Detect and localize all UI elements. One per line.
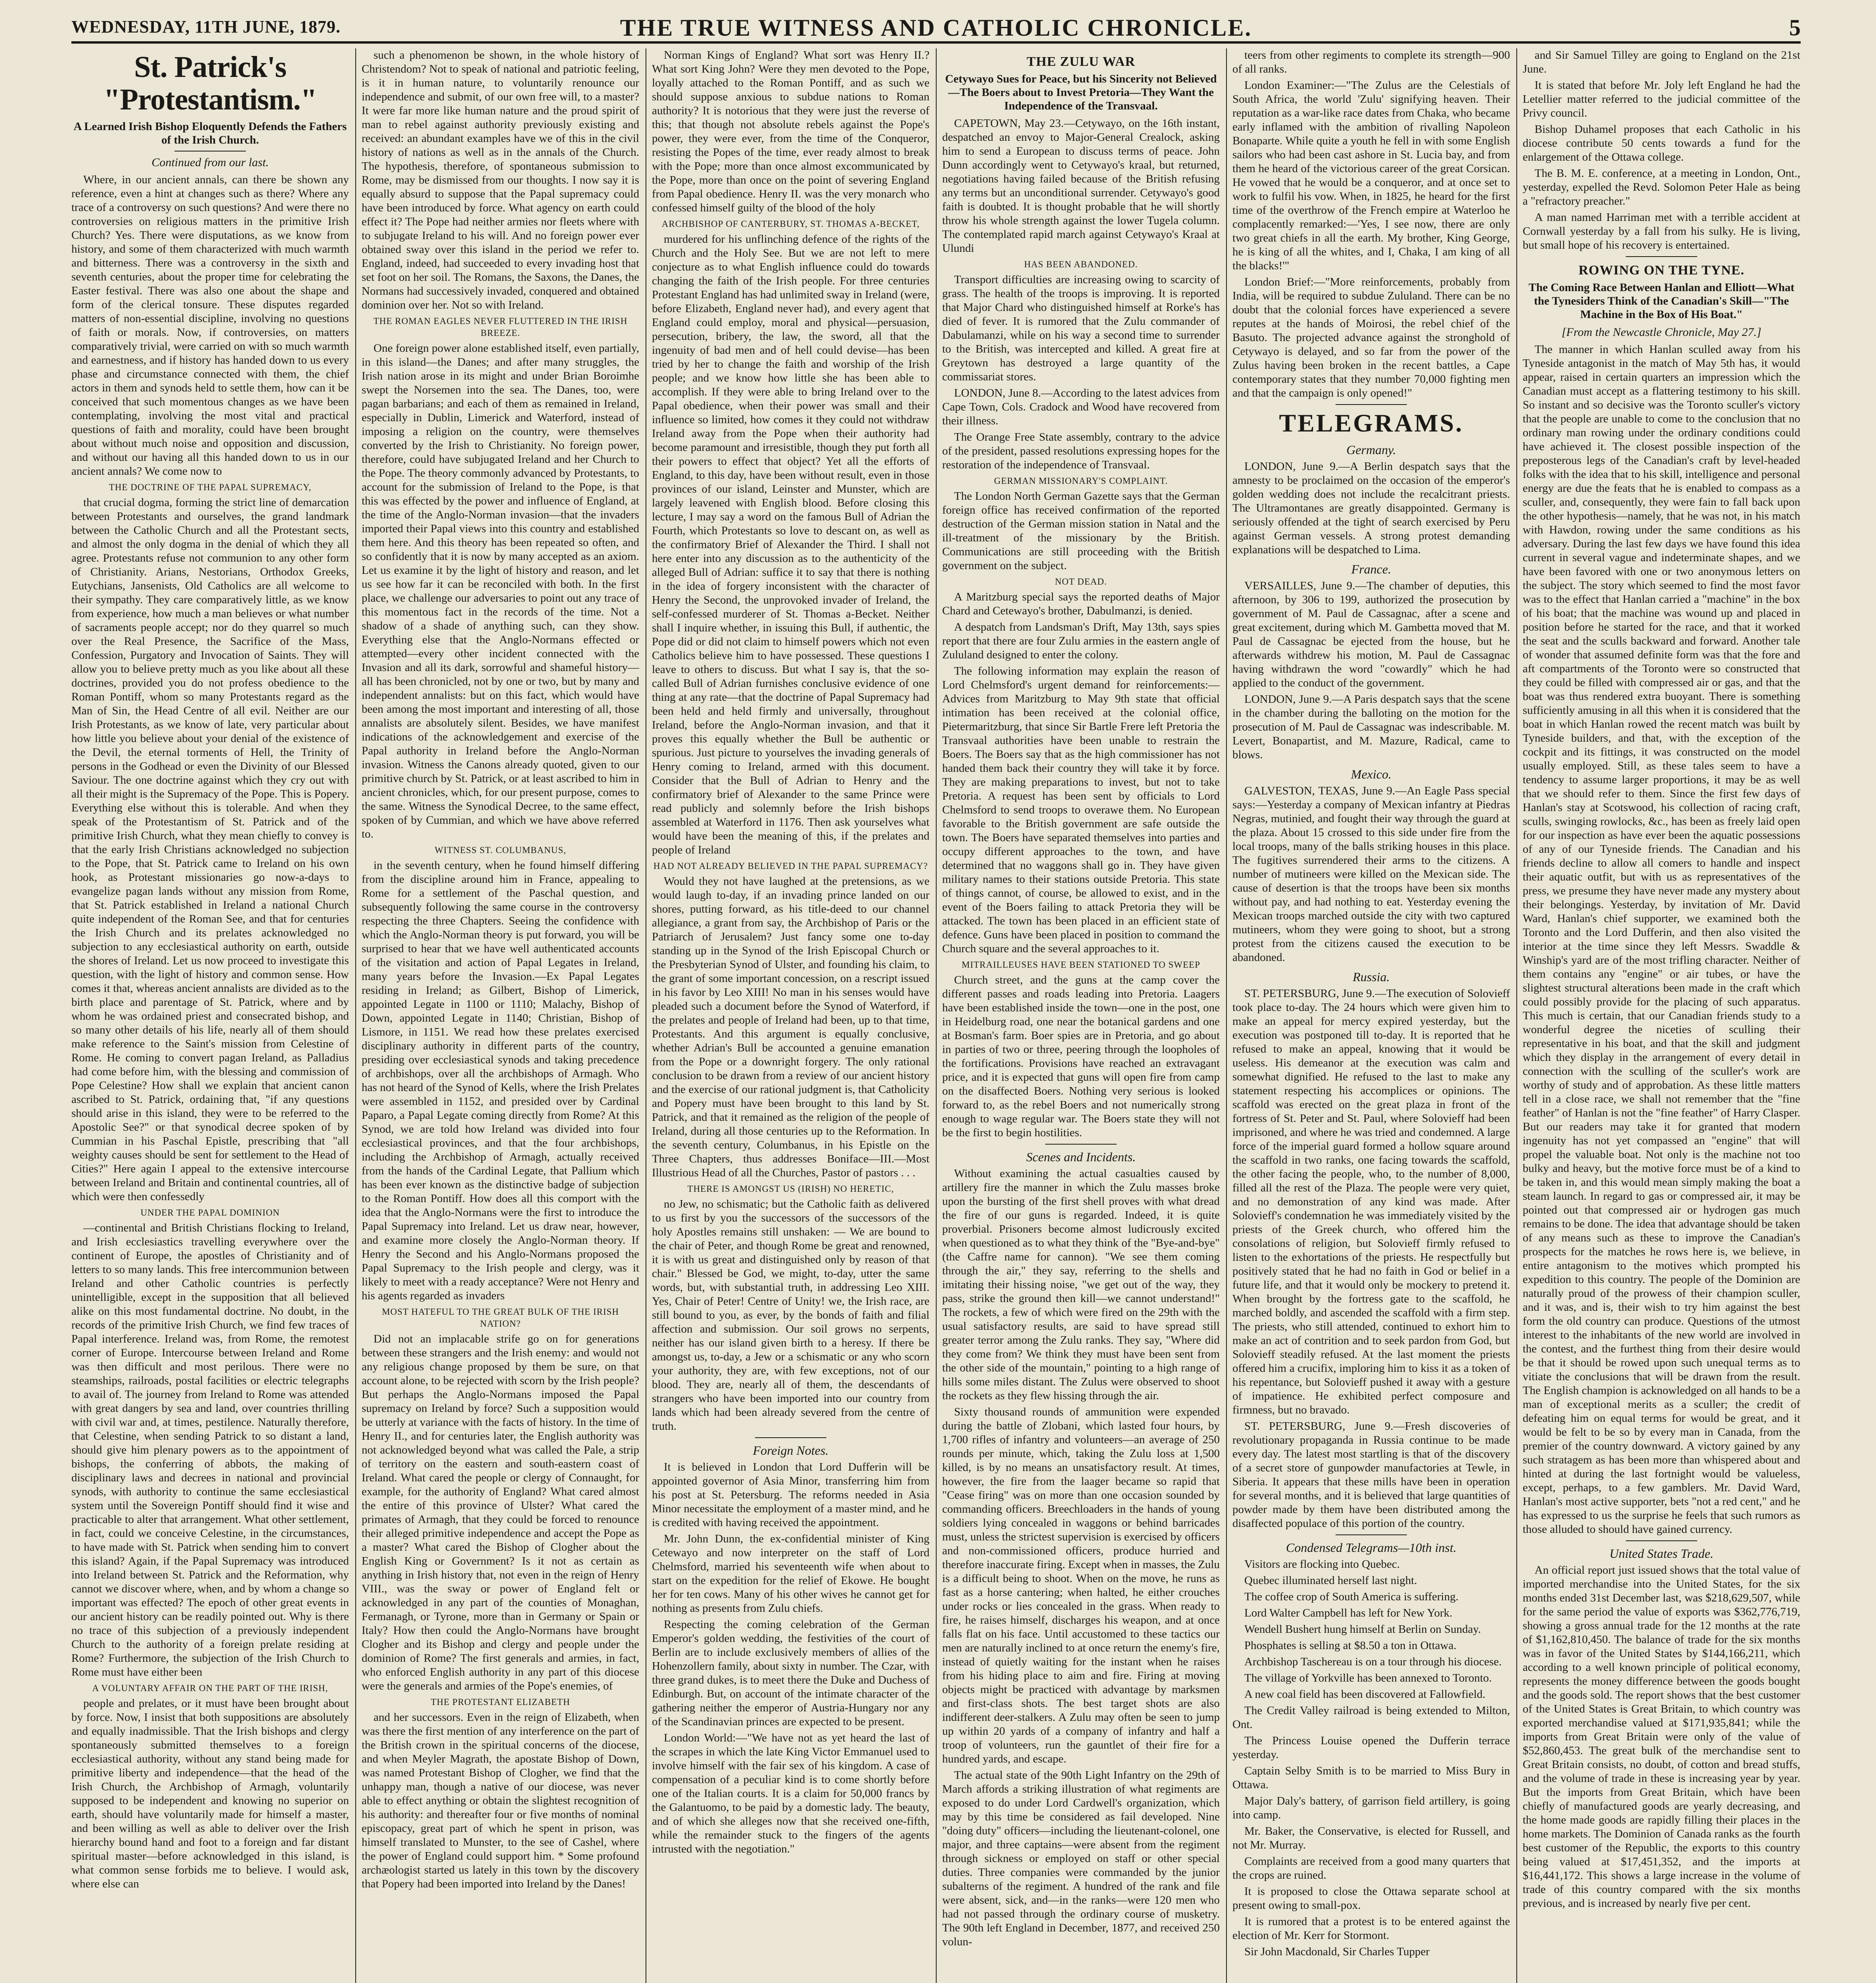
paragraph: ST. PETERSBURG, June 9.—The execution of Solovieff took place to-day. The 24 hours which were given him to make an appeal for mercy expired yesterday, but the execution was postponed till to-day. It is reported that he refused to make an appeal, knowing that it would be useless. His demeanor at the execution was calm and somewhat dignified. He refused to the last to make any statement respecting his accomplices or opinions. The scaffold was erected on the great plaza in front of the fortress of St. Peter and St. Paul, where Solovieff had been imprisoned, and where he was tried and condemned. A large force of the imperial guard formed a hollow square around the scaffold in two ranks, one facing towards the scaffold, the other facing the people, who, to the number of 8,000, filled all the rest of the Plaza. The people were very quiet, and no demonstration of any kind was made. After Solovieff's condemnation he was immediately visited by the priests of the Greek church, who offered him the consolations of religion, but Solovieff firmly refused to listen to the exhortations of the priests. He respectfully but positively stated that he had no faith in God or belief in a future life, and that it would only be mockery to pretend it. When brought by the fortress gate to the scaffold, he marched boldly, and ascended the scaffold with a firm step. The priests, who still attended, continued to exhort him to make an act of contrition and to seek pardon from God, but Solovieff steadily refused. At the last moment the priests offered him a crucifix, imploring him to kiss it as a token of his repentance, but Solovieff pushed it away with a gesture of impatience. He exhibited perfect composure and firmness, but no bravado.: [1232, 987, 1510, 1416]
section-caps: MOST HATEFUL TO THE GREAT BULK OF THE IRISH NATION?: [381, 1307, 619, 1329]
section-heading: Russia.: [1353, 970, 1390, 984]
paragraph: One foreign power alone established itself, even partially, in this island—the Danes; and after many struggles, the Irish nation arose in its might and under Brian Boroimhe swept the Norsemen into the sea. The Danes, too, were pagan barbarians; and each of them as remained in Ireland, especially in Dublin, Limerick and Waterford, instead of imposing a religion on the country, were themselves converted by the Irish to Christianity. No foreign power, therefore, could have subjugated Ireland and her Church to the Pope. The theory commonly advanced by Protestants, to account for the submission of Ireland to the Pope, is that this was effected by the power and influence of England, at the time of the Anglo-Norman invasion—that the invaders imported their Papal views into this country and established them here. And this theory has been repeated so often, and so confidently that it is now by many accepted as an axiom. Let us examine it by the light of history and reason, and let us see how far it can be reconciled with both. In the first place, we challenge our adversaries to point out any trace of this momentous fact in the records of the time. Not a shadow of a shade of anything such, can they show. Everything else that the Anglo-Normans effected or attempted—every other incident connected with the Invasion and all its dark, sorrowful and shameful history—all has been chronicled, not by one or two, but by many and independent annalists: but on this fact, which would have been among the most important and interesting of all, those annalists are absolutely silent. Besides, we have manifest indications of the acknowledgement and exercise of the Papal authority in Ireland before the Anglo-Norman invasion. Witness the Canons already quoted, given to our primitive church by St. Patrick, or at least ascribed to him in ancient chronicles, which, for our present purpose, comes to the same. Witness the Synodical Decree, to the same effect, spoken of by Cummian, and which we have above referred to.: [362, 342, 639, 840]
paragraph: A new coal field has been discovered at Fallowfield.: [1244, 1688, 1485, 1701]
paragraph: The London North German Gazette says that the German foreign office has received confirmation of the reported destruction of the German mission station in Natal and the ill-treatment of the missionary by the British. Communications are still proceeding with the British government on the subject.: [942, 490, 1220, 572]
column-rule: [936, 48, 937, 1983]
paragraph: Did not an implacable strife go on for generations between these strangers and the Irish enemy: and would not any religious change proposed by them be sure, on that account alone, to be rejected with scorn by the Irish people? But perhaps the Anglo-Normans imposed the Papal supremacy on Ireland by force? Such a supposition would be utterly at variance with the facts of history. In the time of Henry II., and for centuries later, the English authority was not acknowledged beyond what was called the Pale, a strip of territory on the eastern and south-eastern coast of Ireland. What cared the people or clergy of Connaught, for example, for the authority of England? What cared almost the entire of this province of Ulster? What cared the primates of Armagh, that they could be forced to renounce their alleged primitive independence and accept the Pope as a master? What cared the Bishop of Clogher about the English King or Government? Is it not as certain as anything in Irish history that, not even in the reign of Henry VIII., was the sway or power of England felt or acknowledged in any part of the counties of Monaghan, Fermanagh, or Tyrone, more than in Germany or Spain or Italy? How then could the Anglo-Normans have brought Clogher and its Bishop and clergy and people under the dominion of Rome? The first generals and armies, in fact, who enforced English authority in any part of this diocese were the generals and armies of the Pope's enemies, of: [362, 1333, 639, 1692]
column-rule: [1516, 48, 1517, 1983]
divider: [1336, 1534, 1407, 1535]
paragraph: Norman Kings of England? What sort was Henry II.? What sort King John? Were they men devoted to the Pope, loyally attached to the Roman Pontiff, and as such we should suppose anxious to subdue nations to Roman authority? It is notorious that they were just the reverse of this; that though not absolute rebels against the Pope's power, they were ever, from the time of the Conqueror, resisting the Popes of the time, ever ready almost to break with the Pope; more than once almost excommunicated by the Pope, more than once on the point of severing England from Papal obedience. Henry II. was the very monarch who confessed himself guilty of the blood of the holy: [652, 49, 929, 214]
paragraph: VERSAILLES, June 9.—The chamber of deputies, this afternoon, by 306 to 199, authorized the prosecution by government of M. Paul de Cassagnac, after a scene and great excitement, during which M. Gambetta moved that M. Paul de Cassagnac be ejected from the house, but he afterwards withdrew his motion, M. Paul de Cassagnac having withdrawn the word "cowardly" which he had applied to the conduct of the government.: [1232, 579, 1510, 689]
section-heading: THE ZULU WAR: [1027, 54, 1135, 69]
paragraph: It is believed in London that Lord Dufferin will be appointed governor of Asia Minor, transferring him from his post at St. Petersburg. The reforms needed in Asia Minor necessitate the employment of a master mind, and he is credited with having received the appointment.: [652, 1461, 929, 1529]
section-caps: HAD NOT ALREADY BELIEVED IN THE PAPAL SUPREMACY?: [653, 861, 928, 871]
paragraph: people and prelates, or it must have been brought about by force. Now, I insist that both suppositions are absolutely and equally inadmissible. That the Irish bishops and clergy spontaneously submitted themselves to a foreign ecclesiastical authority, without any stand being made for primitive liberty and independence—that the head of the Irish Church, the Archbishop of Armagh, voluntarily supposed to be independent and knowing no superior on earth, should have voluntarily made for himself a master, and been willing as well as able to deliver over the Irish hierarchy bound hand and foot to a foreign and far distant spiritual master—before acknowledged in this island, is what common sense forbids me to believe. I would ask, where else can: [71, 1697, 349, 1890]
paragraph: London Examiner:—"The Zulus are the Celestials of South Africa, the world 'Zulu' signifying heaven. Their reputation as a war-like race dates from Chaka, who became early inflamed with the ambition of rivalling Napoleon Bonaparte. While quite a youth he fell in with some English sailors who had been cast ashore in St. Lucia bay, and from them he heard of the victorious career of the great Corsican. He vowed that he would be a conqueror, and at once set to work to fulfil his vow. When, in 1825, he heard for the first time of the overthrow of the French empire at Waterloo he complacently remarked:—'Yes, I see now, there are only two great chiefs in all the earth. My brother, King George, he is king of all the whites, and I, Chaka, I am king of all the blacks!'": [1232, 79, 1510, 272]
paragraph: The Princess Louise opened the Dufferin terrace yesterday.: [1232, 1734, 1510, 1761]
section-heading: ROWING ON THE TYNE.: [1578, 263, 1745, 278]
paragraph: teers from other regiments to complete its strength—900 of all ranks.: [1232, 49, 1510, 75]
section-caps: A VOLUNTARY AFFAIR ON THE PART OF THE IRISH,: [92, 1683, 328, 1693]
paragraph: Mr. Baker, the Conservative, is elected for Russell, and not Mr. Murray.: [1232, 1825, 1510, 1851]
paragraph: The B. M. E. conference, at a meeting in London, Ont., yesterday, expelled the Revd. Solomon Peter Hale as being a "refractory preacher.": [1523, 167, 1800, 207]
paragraph: It is rumored that a protest is to be entered against the election of Mr. Kerr for Stormont.: [1232, 1915, 1510, 1942]
column-rule: [1226, 48, 1227, 1983]
paragraph: Without examining the actual casualties caused by artillery fire the manner in which the Zulu masses broke upon the bursting of the first shell proves with what dread the fire of our guns is regarded. Indeed, it is quite proverbial. Prisoners become almost ludicrously excited when questioned as to what they think of the "Bye-and-bye" (the Caffre name for cannon). "We see them coming through the air," they say, referring to the shells and imitating their hissing noise, "we get out of the way, they pass, strike the ground then kill—we cannot understand!" The rockets, a few of which were fired on the 29th with the usual satisfactory results, are said to have spread still greater terror among the Zulu ranks. They say, "Where did they come from? We think they must have been sent from the other side of the mountain," pointing to a high range of hills some miles distant. The Zulus were observed to shoot the rockets as they flew hissing through the air.: [942, 1167, 1220, 1402]
paragraph: The actual state of the 90th Light Infantry on the 29th of March affords a striking illustration of what regiments are exposed to do under Lord Cardwell's organization, which may by this time be considered as fail developed. Nine "doing duty" officers—including the lieutenant-colonel, one major, and three captains—were absent from the regiment through sickness or employed on staff or other special duties. Three companies were commanded by the junior subalterns of the regiment. A hundred of the rank and file were absent, sick, and—in the ranks—were 120 men who had not passed through the ordinary course of musketry. The 90th left England in December, 1877, and received 250 volun-: [942, 1769, 1220, 1948]
paragraph: A Maritzburg special says the reported deaths of Major Chard and Cetewayo's brother, Dabulmanzi, is denied.: [942, 591, 1220, 617]
paragraph: Transport difficulties are increasing owing to scarcity of grass. The health of the troops is improving. It is reported that Major Chard who distinguished himself at Rorke's has died of fever. It is rumored that the Zulu commander of Dabulamanzi, while on his way a second time to surrender to the British, was intercepted and killed. A great fire at Greytown has destroyed a large quantity of the commissariat stores.: [942, 273, 1220, 383]
article-subhead: The Coming Race Between Hanlan and Elliott—What the Tynesiders Think of the Canadian's Skill—"The Machine in the Box of His Boat.": [1528, 281, 1795, 321]
paragraph: Visitors are flocking into Quebec.: [1244, 1558, 1400, 1571]
section-caps: THE DOCTRINE OF THE PAPAL SUPREMACY,: [109, 482, 312, 492]
paragraph: ST. PETERSBURG, June 9.—Fresh discoveries of revolutionary propaganda in Russia continue to be made every day. The latest most startling is that of the discovery of a secret store of gunpowder manufactories at Tewle, in Siberia. It appears that these mills have been in operation for several months, and it is believed that large quantities of powder made by them have been distributed among the disaffected populace of this portion of the country.: [1232, 1420, 1510, 1530]
paragraph: Sir John Macdonald, Sir Charles Tupper: [1244, 1945, 1430, 1958]
paragraph: London World:—"We have not as yet heard the last of the scrapes in which the late King Victor Emmanuel used to involve himself with the fair sex of his kingdom. A case of compensation of a peculiar kind is to come shortly before one of the Italian courts. It is a claim for 50,000 francs by the Galantuomo, to be paid by a domestic lady. The beauty, and of which she alleges now that she received one-fifth, while the remainder stuck to the fingers of the agents intrusted with the negotiation.": [652, 1732, 929, 1855]
column-rule: [355, 48, 356, 1983]
paragraph: no Jew, no schismatic; but the Catholic faith as delivered to us first by you the successors of the successors of the holy Apostles remains still unshaken: — We are bound to the chair of Peter, and though Rome be great and renowned, it is with us great and distinguished only by reason of that chair." Blessed be God, we might, to-day, utter the same words, but, with substantial truth, in addressing Leo XIII. Yes, Chair of Peter! Centre of Unity! we, the Irish race, are still bound to you, as ever, by the bonds of faith and filial affection and submission. Our soil grows no serpents, neither has our island given birth to a heresy. If there be amongst us, to-day, a Jew or a schismatic or any who scorn your authority, they are, with few exceptions, not of our blood. They are, nearly all of them, the descendants of strangers who have been imported into our country from lands which had been already severed from the centre of truth.: [652, 1198, 929, 1433]
section-caps: HAS BEEN ABANDONED.: [1024, 259, 1138, 269]
issue-date: WEDNESDAY, 11TH JUNE, 1879.: [71, 17, 341, 36]
column-1: [71, 48, 349, 1983]
article-subhead: A Learned Irish Bishop Eloquently Defends the Fathers of the Irish Church.: [73, 120, 347, 146]
paragraph: in the seventh century, when he found himself differing from the discipline around him in France, appealing to Rome for a settlement of the Paschal question, and subsequently following the same course in the controversy respecting the three Chapters. Seeing the confidence with which the Anglo-Norman theory is put forward, you will be surprised to hear that we have well authenticated accounts of the visitation and action of Papal Legates in Ireland, many years before the Invasion.—Ex Papal Legates residing in Ireland; as Gilbert, Bishop of Limerick, appointed Legate in 1100 or 1110; Malachy, Bishop of Down, appointed Legate in 1140; Christian, Bishop of Lismore, in 1151. We read how these prelates exercised disciplinary authority in different parts of the country, presiding over ecclesiastical synods and taking precedence of archbishops, over all the archbishops of Armagh. Who has not heard of the Synod of Kells, where the Irish Prelates were assembled in 1152, and presided over by Cardinal Paparo, a Papal Legate coming directly from Rome? At this Synod, we are told how Ireland was divided into four ecclesiastical provinces, and that the four archbishops, including the Archbishop of Armagh, actually received from the hands of the Cardinal Legate, that Pallium which has been ever known as the distinctive badge of subjection to the Roman Pontiff. How does all this comport with the idea that the Anglo-Normans were the first to introduce the Papal Supremacy into Ireland. Let us draw near, however, and examine more closely the Anglo-Norman theory. If Henry the Second and his Anglo-Normans proposed the Papal Supremacy to the Irish people and clergy, was it likely to meet with a ready acceptance? Were not Henry and his agents regarded as invaders: [362, 859, 639, 1302]
paragraph: A man named Harriman met with a terrible accident at Cornwall yesterday by a fall from his sulky. He is living, but small hope of his recovery is entertained.: [1523, 211, 1800, 251]
section-caps: MITRAILLEUSES HAVE BEEN STATIONED TO SWEEP: [962, 960, 1200, 970]
paragraph: GALVESTON, TEXAS, June 9.—An Eagle Pass special says:—Yesterday a company of Mexican infantry at Piedras Negras, mutinied, and fought their way through the guard at the plaza. About 15 crossed to this side under fire from the local troops, many of the balls striking houses in this place. The fugitives surrendered their arms to the citizens. A number of mutineers were killed on the Mexican side. The cause of desertion is that the troops have been six months without pay, and had nothing to eat. Yesterday evening the Mexican troops marched outside the city with two captured mutineers, whom they were going to shoot, but a strong protest from the citizens caused the execution to be abandoned.: [1232, 784, 1510, 964]
paragraph: The Orange Free State assembly, contrary to the advice of the president, passed resolutions expressing hopes for the restoration of the independence of Transvaal.: [942, 431, 1220, 471]
divider: [1045, 1144, 1117, 1145]
paragraph: It is stated that before Mr. Joly left England he had the Letellier matter referred to the judicial committee of the Privy council.: [1523, 79, 1800, 119]
columns: [71, 48, 1801, 1983]
paragraph: CAPETOWN, May 23.—Cetywayo, on the 16th instant, despatched an envoy to Major-General Crealock, asking him to send a European to discuss terms of peace. John Dunn accordingly went to Cetywayo's kraal, but returned, negotiations having failed because of the British refusing any terms but an unconditional surrender. Cetywayo's good faith is doubted. It is thought probable that he will shortly throw his whole strength against the lower Tugela column. The contemplated rapid march against Cetywayo's Kraal at Ulundi: [942, 117, 1220, 255]
paragraph: Captain Selby Smith is to be married to Miss Bury in Ottawa.: [1232, 1764, 1510, 1791]
column-3: [652, 48, 929, 1983]
paragraph: Mr. John Dunn, the ex-confidential minister of King Cetewayo and now interpreter on the staff of Lord Chelmsford, married his seventeenth wife when about to start on the expedition for the relief of Ekowe. He bought her for ten cows. Many of his other wives he cannot get for nothing as presents from Zulu chiefs.: [652, 1532, 929, 1615]
paragraph: Major Daly's battery, of garrison field artillery, is going into camp.: [1232, 1795, 1510, 1821]
paragraph: Archbishop Taschereau is on a tour through his diocese.: [1244, 1655, 1502, 1668]
column-2: [362, 48, 639, 1983]
continued-note: Continued from our last.: [151, 156, 269, 169]
section-heading: United States Trade.: [1609, 1546, 1714, 1561]
paragraph: murdered for his unflinching defence of the rights of the Church and the Holy See. But we are not left to mere conjecture as to what English influence could do towards changing the faith of the Irish people. For three centuries Protestant England has had unlimited sway in Ireland (were, before Elizabeth, England never had), and every agent that England could employ, moral and physical—persuasion, persecution, bribery, the law, the sword, all that the ingenuity of bad men and of hell could devise—has been tried by her to change the faith and worship of the Irish people; and we know how little she has been able to accomplish. If they were able to bring Ireland over to the Papal obedience, when their power was small and their influence so limited, how comes it they could not withdraw Ireland away from the Pope when their authority had become paramount and irresistible, though they put forth all their powers to effect that object? Yet all the efforts of England, to this day, have been without result, even in those provinces of our island, Leinster and Munster, which are largely leavened with English blood. Before closing this lecture, I may say a word on the famous Bull of Adrian the Fourth, which Protestants so love to descant on, as well as the confirmatory Brief of Alexander the Third. I shall not here enter into any discussion as to the authenticity of the alleged Bull of Adrian: suffice it to say that there is nothing in the idea of forgery inconsistent with the character of Henry the Second, the unprovoked invader of Ireland, the self-confessed murderer of St. Thomas a-Becket. Neither shall I inquire whether, in issuing this Bull, if authentic, the Pope did or did not claim to himself powers which not even Catholics believe him to have possessed. These questions I leave to others to discuss. But what I say is, that the so-called Bull of Adrian furnishes conclusive evidence of one thing at any rate—that the doctrine of Papal Supremacy had been held and held firmly and universally, throughout Ireland, before the Anglo-Norman invasion, and that it proves this equally whether the Bull be authentic or spurious. Just picture to yourselves the invading generals of Henry coming to Ireland, armed with this document. Consider that the Bull of Adrian to Henry and the confirmatory brief of Alexander to the same Prince were read publicly and solemnly before the Irish bishops assembled at Waterford in 1176. Then ask yourselves what would have been the meaning of this, if the prelates and people of Ireland: [652, 233, 929, 856]
paragraph: such a phenomenon be shown, in the whole history of Christendom? Not to speak of national and patriotic feeling, is it in human nature, to voluntarily renounce our independence and submit, of our own free will, to a master? It were far more like human nature and the proud spirit of man to rebel against authority previously existing and received: an abundant examples have we of this in the civil history of nations as well as in the annals of the Church. The hypothesis, therefore, of spontaneous submission to Rome, may be dismissed from our thoughts. I now say it is equally absurd to suppose that the Papal supremacy could have been introduced by force. What agency on earth could effect it? The Pope had neither armies nor fleets where with to subjugate Ireland to his will. And no foreign power ever obtained sway over this island in the period we refer to. England, indeed, had succeeded to every invading host that set foot on her soil. The Romans, the Saxons, the Danes, the Normans had successively invaded, conquered and obtained dominion over her. Not so with Ireland.: [362, 49, 639, 311]
section-heading: Mexico.: [1351, 767, 1392, 781]
paragraph: and Sir Samuel Tilley are going to England on the 21st June.: [1523, 49, 1800, 75]
section-heading: Germany.: [1346, 443, 1396, 457]
paragraph: Wendell Bushert hung himself at Berlin on Sunday.: [1244, 1623, 1481, 1636]
paragraph: Where, in our ancient annals, can there be shown any reference, even a hint at changes such as there? Where any trace of a controversy on such questions? And were there no controversies on religious matters in the primitive Irish Church? Yes. There were disputations, as we know from history, and some of them characterized with much warmth and bitterness. There was a controversy in the sixth and seventh centuries, about the proper time for celebrating the Easter festival. There was also one about the shape and form of the clerical tonsure. These disputes regarded matters of non-essential discipline, involving no questions of faith or morals. Now, if controversies, on matters comparatively trivial, were carried on with so much warmth and earnestness, and if history has handed down to us every phase and circumstance connected with them, the chief actors in them and synods held to settle them, how can it be conceived that such momentous changes as we have been contemplating, involving the most vital and practical questions of faith and morality, could have been brought about without much noise and opposition and discussion, and without our having all this handed down to us in our ancient annals? We come now to: [71, 173, 349, 478]
page-number: 5: [1789, 15, 1801, 40]
paragraph: The Credit Valley railroad is being extended to Milton, Ont.: [1232, 1704, 1510, 1731]
section-caps: THERE IS AMONGST US (IRISH) NO HERETIC,: [687, 1184, 894, 1194]
section-heading: Condensed Telegrams—10th inst.: [1286, 1540, 1456, 1555]
paragraph: —continental and British Christians flocking to Ireland, and Irish ecclesiastics travelling everywhere over the continent of Europe, the apostles of Christianity and of letters to so many lands. This free intercommunion between Ireland and other Catholic countries is perfectly unintelligible, except in the supposition that all believed alike on this most fundamental doctrine. No doubt, in the records of the primitive Irish Church, we find few traces of Papal interference. Ireland was, from Rome, the remotest corner of Europe. Intercourse between Ireland and Rome was then difficult and most perilous. There were no steamships, railroads, postal facilities or electric telegraphs to avail of. The journey from Ireland to Rome was attended with great dangers by sea and land, over countries thrilling with civil war and, at times, pestilence. Naturally therefore, that Celestine, when sending Patrick to so distant a land, should give him plenary powers as to the appointment of bishops, the conferring of abbots, the making of disciplinary laws and decrees in national and provincial synods, with authority to continue the same ecclesiastical system until the Sovereign Pontiff should find it wise and practicable to alter that arrangement. What other settlement, in fact, could we conceive Celestine, in the circumstances, to have made with St. Patrick when sending him to convert this island? Again, if the Papal Supremacy was introduced into Ireland between St. Patrick and the Reformation, why cannot we discover where, when, and by whom a change so important was effected? The epoch of other great events in our ancient history can be readily pointed out. Why is there no trace of this subjection of a previously independent Church to the authority of a foreign prelate residing at Rome? Furthermore, the subjection of the Irish Church to Rome must have either been: [71, 1222, 349, 1678]
section-caps: GERMAN MISSIONARY'S COMPLAINT.: [994, 476, 1168, 486]
section-heading: TELEGRAMS.: [1279, 409, 1464, 437]
paragraph: London Brief:—"More reinforcements, probably from India, will be required to subdue Zululand. There can be no doubt that the colonial forces have experienced a severe reputes at the hands of Moirosi, the rebel chief of the Basuto. The projected advance against the stronghold of Cetywayo is delayed, and so far from the power of the Zulus having been broken in the recent battles, a Cape contemporary states that they number 70,000 fighting men and that the campaign is only opened!": [1232, 276, 1510, 399]
paragraph: The village of Yorkville has been annexed to Toronto.: [1244, 1672, 1492, 1684]
divider: [1336, 404, 1407, 405]
paragraph: LONDON, June 9.—A Paris despatch says that the scene in the chamber during the balloting on the motion for the prosecution of M. Paul de Cassagnac was indescribable. M. Levert, Bonapartist, and M. Mazure, Radical, came to blows.: [1232, 693, 1510, 761]
paragraph: Bishop Duhamel proposes that each Catholic in his diocese contribute 50 cents towards a fund for the enlargement of the Ottawa college.: [1523, 123, 1800, 163]
column-6: [1523, 48, 1800, 1983]
paragraph: Sixty thousand rounds of ammunition were expended during the battle of Zlobani, which lasted four hours, by 1,700 rifles of infantry and volunteers—an average of 250 rounds per minute, which, taking the Zulu loss at 1,500 killed, is by no means an unsatisfactory result. At times, however, the fire from the laager became so rapid that "Cease firing" was on more than one occasion sounded by commanding officers. Breechloaders in the hands of young soldiers lying concealed in waggons or behind barricades must, unless the strictest supervision is exercised by officers and non-commissioned officers, produce hurried and therefore inaccurate firing. Except when in masses, the Zulu is a difficult being to shoot. When on the move, he runs as fast as a horse cantering; when halted, he either crouches under rocks or lies concealed in the grass. When ready to fire, he raises himself, discharges his weapon, and at once falls flat on his face. Until accustomed to these tactics our men are naturally inclined to at once return the enemy's fire, instead of quietly waiting for the instant when he raises from his hiding place to aim and fire. Firing at moving objects might be practiced with advantage by marksmen and first-class shots. The best target shots are also indifferent deer-stalkers. A Zulu may often be seen to jump up within 20 yards of a company of infantry and half a troop of volunteers, run the gauntlet of their fire for a hundred yards, and escape.: [942, 1406, 1220, 1765]
paragraph: LONDON, June 9.—A Berlin despatch says that the amnesty to be proclaimed on the occasion of the emperor's golden wedding does not include the recalcitrant priests. The Ultramontanes are greatly disappointed. Germany is seriously offended at the tight of search exercised by Peru against German vessels. A strong protest demanding explanations will be despatched to Lima.: [1232, 460, 1510, 556]
paragraph: The manner in which Hanlan sculled away from his Tyneside antagonist in the match of May 5th has, it would appear, raised in certain quarters an impression which the Canadian must accept as a flattering testimony to his skill. So instant and so decisive was the Toronto sculler's victory that the people are unable to come to the conclusion that no ordinary man rowing under the ordinary conditions could have achieved it. The closest possible inspection of the preposterous legs of the Canadian's craft by level-headed folks with the idea that to his skill, intelligence and personal energy are due the feats that he is enabled to compass as a sculler, and, consequently, they were fain to fall back upon the other hypothesis—namely, that he was not, in his match with Hawdon, rowing under the same conditions as his adversary. During the last few days we have found this idea current in several vague and indeterminate shapes, and we have been favored with one or two anonymous letters on the subject. The story which seemed to find the most favor was to the effect that Hanlan carried a "machine" in the box of his boat; that the machine was wound up and placed in position before he started for the race, and that it worked the seat and the sculls backward and forward. Another tale of wonder that assumed definite form was that the fore and aft compartments of the Toronto were so constructed that they could be filled with compressed air or gas, and that the boat was thus rendered extra buoyant. There is something sufficiently amusing in all this when it is considered that the boat in which Hanlan rowed the recent match was built by Tyneside builders, and that, with the exception of the cockpit and its fittings, it was constructed on the model usually employed. Still, as these tales seem to have a tendency to assume larger proportions, it may be as well that we should refer to them. Since the first few days of Hanlan's stay at Scotswood, his collection of racing craft, sculls, swinging rowlocks, &c., has been as freely laid open for our inspection as have ever been the aquatic possessions of any of our Tyneside friends. The Canadian and his friends decline to allow all comers to handle and inspect their aquatic outfit, but with us as representatives of the press, we presume they have never made any mystery about their belongings. Yesterday, by invitation of Mr. David Ward, Hanlan's chief supporter, we examined both the Toronto and the Lord Dufferin, and then also visited the interior at the time since they left Messrs. Swaddle & Winship's yard are of the most trifling character. Neither of them contains any "engine" or air tubes, or have the slightest structural alterations been made in the craft which could possibly provide for the placing of such apparatus. This much is certain, that our Canadian friends study to a wonderful degree the niceties of sculling their representative in his boat, and that the skill and judgment which they display in the arrangement of every detail in connection with the sculling of the sculler's work are worthy of study and of approbation. As these little matters tell in a close race, we shall not remember that the "fine feather" of Hanlan is not the "fine feather" of Harry Clasper. But our readers may take it for granted that modern ingenuity has not yet compassed an "engine" that will propel the valuable boat. Not only is the machine not too bulky and heavy, but the motive force must be of a kind to be taken in, and this would mean simply making the boat a steam launch. In regard to gas or compressed air, it may be pointed out that compressed air or hydrogen gas much remains to be done. The idea that advantage should be taken of any means such as these to improve the Canadian's prospects for the matches he rows here is, we believe, in entire antagonism to the motives which prompted his expedition to this country. The people of the Dominion are naturally proud of the prowess of their champion sculler, and it was, and is, their wish to try him against the best form the old country can produce. Questions of the utmost interest to the inhabitants of the new world are involved in the contest, and the furthest thing from their desire would be that it should be rowed upon such unequal terms as to vitiate the conclusions that will be drawn from the result. The English champion is acknowledged on all hands to be a man of exceptional merits as a sculler; the credit of defeating him on equal terms for would be great, and it would be felt to be so by every man in Canada, from the premier of the country downward. A victory gained by any such stratagem as has been more than whispered about and hinted at during the last fortnight would be valueless, except, perhaps, to a few gamblers. Mr. David Ward, Hanlan's most active supporter, bets "not a red cent," and he has expressed to us the surprise he feels that such rumors as those alluded to should have gained currency.: [1523, 343, 1800, 1536]
source-note: [From the Newcastle Chronicle, May 27.]: [1562, 326, 1761, 339]
section-caps: NOT DEAD.: [1055, 577, 1107, 587]
divider: [1626, 1540, 1697, 1541]
section-caps: UNDER THE PAPAL DOMINION: [140, 1208, 280, 1218]
divider: [174, 151, 246, 152]
divider: [1626, 256, 1697, 257]
section-heading: Scenes and Incidents.: [1026, 1150, 1136, 1164]
article-subhead: Cetywayo Sues for Peace, but his Sincerity not Believed—The Boers about to Invest Pretoria—They Want the Independence of the Transvaal.: [945, 73, 1217, 112]
paragraph: The following information may explain the reason of Lord Chelmsford's urgent demand for reinforcements:—Advices from Maritzburg to May 9th state that official intimation has been received at the colonial office, Pietermaritzburg, that since Sir Bartle Frere left Pretoria the Transvaal authorities have been unable to restrain the Boers. The Boers say that as the high commissioner has not handed them back their country they will take it by force. They are making preparations to invest, but not to take Pretoria. A request has been sent by officials to Lord Chelmsford to send troops to overawe them. No European favorable to the British government are safe outside the town. The Boers have separated themselves into parties and occupy different approaches to the town, and have determined that no waggons shall go in. They have given military names to their stations outside Pretoria. This state of things cannot, of course, be allowed to exist, and in the event of the Boers failing to attack Pretoria they will be attacked. The town has been placed in an efficient state of defence. Guns have been placed in position to command the Church square and the several approaches to it.: [942, 665, 1220, 955]
divider: [755, 1437, 826, 1438]
paragraph: Complaints are received from a good many quarters that the crops are ruined.: [1232, 1855, 1510, 1881]
paragraph: LONDON, June 8.—According to the latest advices from Cape Town, Cols. Cradock and Wood have recovered from their illness.: [942, 387, 1220, 427]
paragraph: An official report just issued shows that the total value of imported merchandise into the United States, for the six months ended 31st December last, was $218,629,507, while for the same period the value of exports was $362,776,719, showing a gross annual trade for the 12 months at the rate of $1,162,810,450. The balance of trade for the six months was in favor of the United States by $144,166,211, which according to a well known principle of political economy, represents the money difference between the goods bought and the goods sold. The report shows that the best customer of the United States is Great Britain, to which country was exported merchandise valued at $171,935,841; while the imports from Great Britain were only of the value of $52,860,453. The great bulk of the merchandise sent to Great Britain consists, no doubt, of cotton and bread stuffs, and the volume of trade in these is increasing year by year. But the imports from Great Britain, which have been chiefly of manufactured goods are yearly decreasing, and the home made goods are rapidly filling their places in the home markets. The Dominion of Canada ranks as the fourth best customer of the Republic, the exports to this country being valued at $17,451,352, and the imports at $16,441,172. This shows a large increase in the volume of trade of this country compared with the six months previous, and is increased by nearly five per cent.: [1523, 1564, 1800, 1910]
section-heading: Foreign Notes.: [753, 1443, 829, 1458]
paragraph: A despatch from Landsman's Drift, May 13th, says spies report that there are four Zulu armies in the eastern angle of Zululand designed to enter the colony.: [942, 621, 1220, 661]
paragraph: Lord Walter Campbell has left for New York.: [1244, 1607, 1453, 1619]
masthead: [71, 13, 1801, 44]
paragraph: It is proposed to close the Ottawa separate school at present owing to small-pox.: [1232, 1885, 1510, 1912]
column-5: [1232, 48, 1510, 1983]
newspaper-title: THE TRUE WITNESS AND CATHOLIC CHRONICLE.: [620, 15, 1252, 41]
section-caps: THE PROTESTANT ELIZABETH: [431, 1697, 570, 1707]
paragraph: and her successors. Even in the reign of Elizabeth, when was there the first mention of any interference on the part of the British crown in the spiritual concerns of the diocese, and when Meyler Magrath, the apostate Bishop of Down, was named Protestant Bishop of Clogher, we find that the unhappy man, though a native of our diocese, was never able to effect anything or obtain the slightest recognition of his authority: and thereafter four or five months of nominal episcopacy, great part of which he spent in prison, was himself translated to Munster, to the see of Cashel, where the power of England could support him. * Some profound archæologist started us lately in this town by the discovery that Popery had been imported into Ireland by the Danes!: [362, 1711, 639, 1890]
section-caps: WITNESS ST. COLUMBANUS,: [435, 845, 566, 855]
paragraph: Would they not have laughed at the pretensions, as we would laugh to-day, if an invading prince landed on our shores, putting forward, as his title-deed to our channel allegiance, a grant from say, the Archbishop of Paris or the Patriarch of Jerusalem? Just fancy some one to-day standing up in the Synod of the Irish Episcopal Church or the Presbyterian Synod of Ulster, and founding his claim, to the grant of some important concession, on a rescript issued in his favor by Leo XIII! No man in his senses would have pleaded such a document before the Synod of Waterford, if the prelates and people of Ireland had been, up to that time, Protestants. And this argument is equally conclusive, whether Adrian's Bull be accounted a genuine emanation from the Pope or a downright forgery. The only rational conclusion to be drawn from a review of our ancient history and the exercise of our rational judgment is, that Catholicity and Popery must have been brought to this land by St. Patrick, and that it remained as the religion of the people of Ireland, during all those centuries up to the Reformation. In the seventh century, Columbanus, in his Epistle on the Three Chapters, thus addresses Boniface—III.—Most Illustrious Head of all the Churches, Pastor of pastors . . .: [652, 875, 929, 1179]
paragraph: Church street, and the guns at the camp cover the different passes and roads leading into Pretoria. Laagers have been established inside the town—one in the post, one in Heidelburg road, one near the botanical gardens and one at Bosman's farm. Boer spies are in Pretoria, and go about in parties of two or three, peering through the loopholes of the fortifications. Provisions have reached an extravagant price, and it is expected that guns will open fire from camp on the disaffected Boers. Nothing very serious is looked forward to, as the rebel Boers and not numerically strong enough to wage regular war. The Boers state they will not be the first to begin hostilities.: [942, 974, 1220, 1139]
paragraph: Respecting the coming celebration of the German Emperor's golden wedding, the festivities of the court of Berlin are to include exclusively members of allies of the Hohenzollern family, about sixty in number. The Czar, with three grand dukes, is to meet there the Duke and Duchess of Edinburgh. But, on account of the intimate character of the gathering neither the emperor of Austria-Hungary nor any of the Scandinavian princes are expected to be present.: [652, 1618, 929, 1728]
paragraph: that crucial dogma, forming the strict line of demarcation between Protestants and ourselves, the grand landmark between the Catholic Church and all the Protestant sects, and almost the only dogma in the denial of which they all agree. Protestants refuse not communion to any other form of Christianity. Arians, Nestorians, Orthodox Greeks, Eutychians, Jansenists, Old Catholics are all welcome to their sympathy. They care comparatively little, as we know from experience, how much a man believes or what number of sacraments people accept; nor do they quarrel so much over the Real Presence, the Sacrifice of the Mass, Confession, Purgatory and Invocation of Saints. They will allow you to believe pretty much as you like about all these doctrines, provided you do not profess obedience to the Roman Pontiff, whom so many Protestants regard as the Man of Sin, the Head Centre of all evil. Neither are our Irish Protestants, as we know of late, very particular about how little you believe about your denial of the existence of the Devil, the eternal torments of Hell, the Trinity of persons in the Godhead or even the Divinity of our Blessed Saviour. The one doctrine against which they cry out with all their might is the Supremacy of the Pope. This is Popery. Everything else without this is tolerable. And when they speak of the Protestantism of St. Patrick and of the primitive Irish Church, what they mean chiefly to convey is that the early Irish Christians acknowledged no subjection to the Pope, that St. Patrick came to Ireland on his own hook, as Protestant missionaries go now-a-days to evangelize pagan lands without any mission from Rome, that St. Patrick established in Ireland a national Church quite independent of the Roman See, and that for centuries the Irish Church and its prelates acknowledged no subjection to any ecclesiastical authority on earth, outside the shores of Ireland. Let us now proceed to investigate this question, with the light of history and common sense. How comes it that, whereas ancient annalists are divided as to the birth place and parentage of St. Patrick, where and by whom he was ordained priest and consecrated bishop, and so many other details of his life, nearly all of them should make reference to the Saint's mission from Celestine of Rome. He coming to convert pagan Ireland, as Palladius had come before him, with the blessing and commission of Pope Celestine? How shall we explain that ancient canon ascribed to St. Patrick, ordaining that, "if any questions should arise in this island, they were to be referred to the Apostolic See?" or that synodical decree spoken of by Cummian in his Paschal Epistle, prescribing that "all weighty causes should be sent for settlement to the Head of Cities?" Here again I appeal to the extensive intercourse between Ireland and Britain and continental countries, all of which were then confessedly: [71, 496, 349, 1203]
article-headline: St. Patrick's "Protestantism.": [103, 50, 317, 116]
column-4: [942, 48, 1220, 1983]
section-caps: THE ROMAN EAGLES NEVER FLUTTERED IN THE IRISH BREEZE.: [373, 316, 628, 338]
paragraph: The coffee crop of South America is suffering.: [1244, 1590, 1459, 1603]
section-heading: France.: [1351, 562, 1391, 576]
paragraph: Phosphates is selling at $8.50 a ton in Ottawa.: [1244, 1639, 1456, 1652]
paragraph: Quebec illuminated herself last night.: [1244, 1574, 1417, 1587]
section-caps: ARCHBISHOP OF CANTERBURY, ST. THOMAS A-BECKET,: [661, 219, 920, 229]
